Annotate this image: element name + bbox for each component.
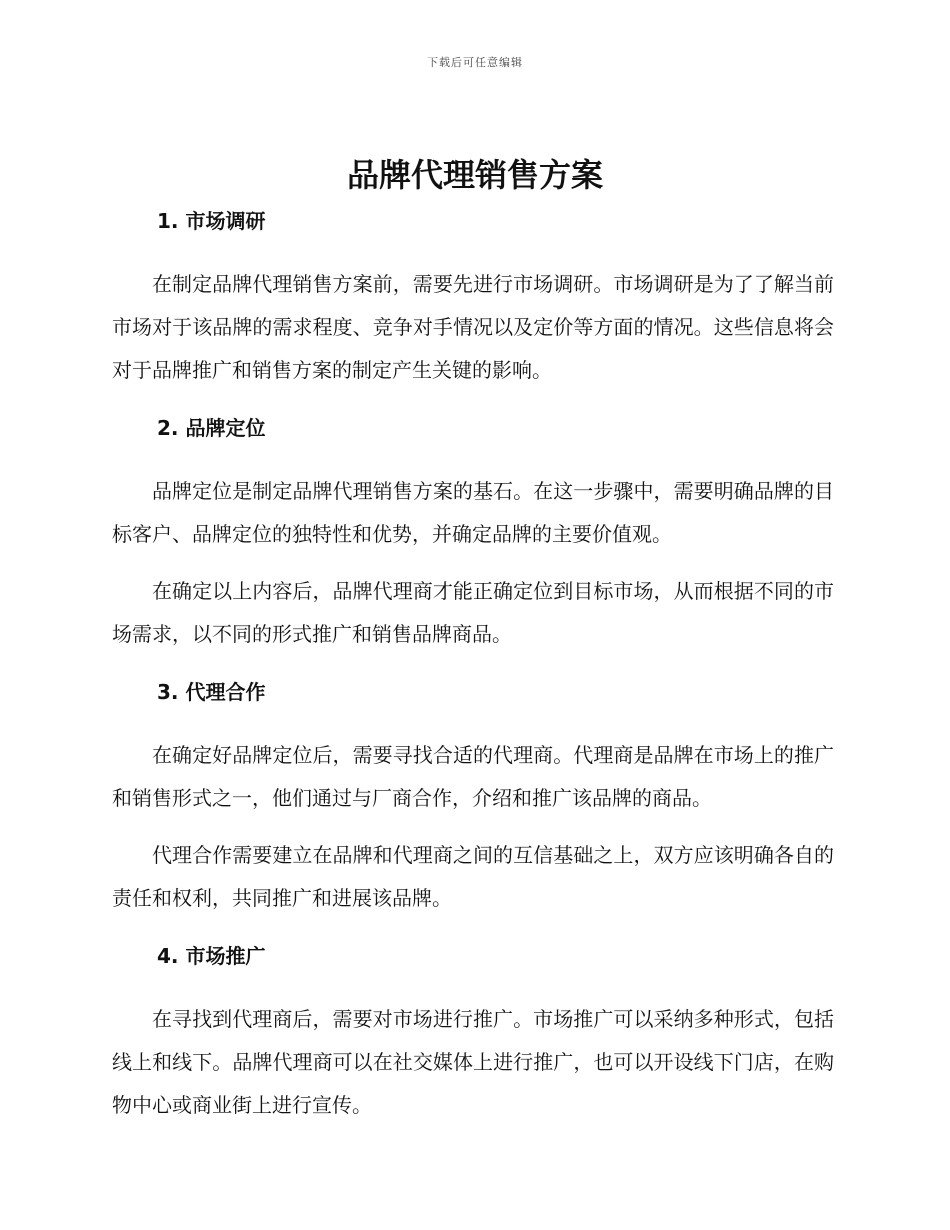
section-paragraph: 在确定好品牌定位后，需要寻找合适的代理商。代理商是品牌在市场上的推广和销售形式之一，他们通过与厂商合作，介绍和推广该品牌的商品。 (112, 743, 834, 810)
document-body (112, 205, 834, 1127)
section-heading: 2. 品牌定位 (157, 416, 266, 440)
section-heading: 1. 市场调研 (157, 209, 266, 233)
section-paragraph: 在制定品牌代理销售方案前，需要先进行市场调研。市场调研是为了了解当前市场对于该品牌的需求程度、竞争对手情况以及定价等方面的情况。这些信息将会对于品牌推广和销售方案的制定产生关键的影响。 (112, 272, 834, 382)
section-paragraph: 品牌定位是制定品牌代理销售方案的基石。在这一步骤中，需要明确品牌的目标客户、品牌定位的独特性和优势，并确定品牌的主要价值观。 (112, 479, 834, 546)
section-paragraph: 在寻找到代理商后，需要对市场进行推广。市场推广可以采纳多种形式，包括线上和线下。品牌代理商可以在社交媒体上进行推广，也可以开设线下门店，在购物中心或商业街上进行宣传。 (112, 1007, 834, 1117)
section-brand-positioning (112, 412, 834, 656)
section-agency-cooperation (112, 676, 834, 920)
section-market-research (112, 205, 834, 392)
section-heading: 4. 市场推广 (157, 944, 266, 968)
section-market-promotion (112, 940, 834, 1127)
section-paragraph: 在确定以上内容后，品牌代理商才能正确定位到目标市场，从而根据不同的市场需求，以不同的形式推广和销售品牌商品。 (112, 579, 834, 646)
section-heading: 3. 代理合作 (157, 680, 266, 704)
section-paragraph: 代理合作需要建立在品牌和代理商之间的互信基础之上，双方应该明确各自的责任和权利，共同推广和进展该品牌。 (112, 843, 834, 910)
document-title: 品牌代理销售方案 (346, 156, 603, 194)
page-header-note: 下载后可任意编辑 (427, 56, 523, 69)
